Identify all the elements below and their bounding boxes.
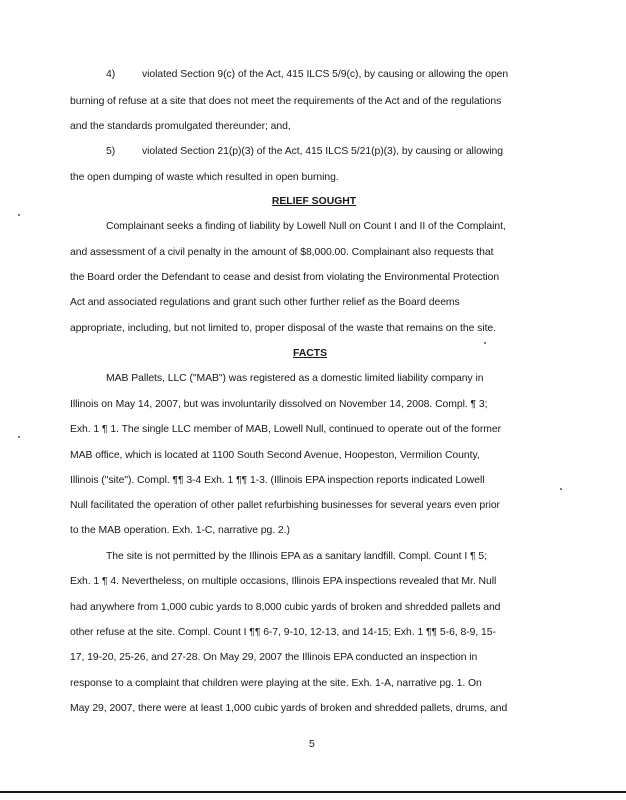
facts-line: other refuse at the site. Compl. Count I ¶¶ 6-7, 9-10, 12-13, and 14-15; Exh. 1 ¶¶ 5-6, 8-9, 15- <box>70 627 496 638</box>
facts-line: Illinois on May 14, 2007, but was involuntarily dissolved on November 14, 2008. Compl. ¶ 3; <box>70 399 488 410</box>
facts-line: MAB office, which is located at 1100 South Second Avenue, Hoopeston, Vermilion County, <box>70 450 480 461</box>
item-5-line-1: violated Section 21(p)(3) of the Act, 415 ILCS 5/21(p)(3), by causing or allowing <box>142 146 503 157</box>
facts-line: Exh. 1 ¶ 1. The single LLC member of MAB, Lowell Null, continued to operate out of the former <box>70 424 502 435</box>
facts-line: MAB Pallets, LLC ("MAB") was registered as a domestic limited liability company in <box>106 373 484 384</box>
facts-line: 17, 19-20, 25-26, and 27-28. On May 29, 2007 the Illinois EPA conducted an inspection in <box>70 652 478 663</box>
item-4-line-1: violated Section 9(c) of the Act, 415 ILCS 5/9(c), by causing or allowing the open <box>142 69 509 80</box>
item-4-line-2: burning of refuse at a site that does not meet the requirements of the Act and of the regulations <box>70 96 502 107</box>
facts-line: Exh. 1 ¶ 4. Nevertheless, on multiple occasions, Illinois EPA inspections revealed that Mr. Null <box>70 576 497 587</box>
facts-line: response to a complaint that children were playing at the site. Exh. 1-A, narrative pg. 1. On <box>70 678 482 689</box>
facts-line: Null facilitated the operation of other pallet refurbishing businesses for several years even prior <box>70 500 500 511</box>
relief-line: appropriate, including, but not limited to, proper disposal of the waste that remains on the site. <box>70 323 496 334</box>
page-number: 5 <box>309 739 315 750</box>
facts-line: The site is not permitted by the Illinois EPA as a sanitary landfill. Compl. Count I ¶ 5; <box>106 551 487 562</box>
scan-speck <box>18 436 20 438</box>
scan-speck <box>484 342 486 344</box>
relief-line: Act and associated regulations and grant such other further relief as the Board deems <box>70 297 460 308</box>
scan-speck <box>560 488 562 490</box>
facts-line: had anywhere from 1,000 cubic yards to 8,000 cubic yards of broken and shredded pallets and <box>70 602 501 613</box>
scan-speck <box>18 214 20 216</box>
relief-line: Complainant seeks a finding of liability by Lowell Null on Count I and II of the Complaint, <box>106 221 506 232</box>
relief-line: and assessment of a civil penalty in the amount of $8,000.00. Complainant also requests that <box>70 247 494 258</box>
facts-heading: FACTS <box>292 348 328 359</box>
item-4-number: 4) <box>106 69 116 80</box>
relief-line: the Board order the Defendant to cease and desist from violating the Environmental Protection <box>70 272 500 283</box>
item-5-line-2: the open dumping of waste which resulted in open burning. <box>70 172 339 183</box>
item-5-number: 5) <box>106 146 116 157</box>
facts-line: Illinois ("site"). Compl. ¶¶ 3-4 Exh. 1 ¶¶ 1-3. (Illinois EPA inspection reports indicated Lowell <box>70 475 485 486</box>
bottom-scan-edge <box>0 791 626 793</box>
relief-sought-heading: RELIEF SOUGHT <box>271 196 357 207</box>
facts-line: to the MAB operation. Exh. 1-C, narrative pg. 2.) <box>70 525 290 536</box>
item-4-line-3: and the standards promulgated thereunder; and, <box>70 121 291 132</box>
facts-line: May 29, 2007, there were at least 1,000 cubic yards of broken and shredded pallets, drums, and <box>70 703 508 714</box>
